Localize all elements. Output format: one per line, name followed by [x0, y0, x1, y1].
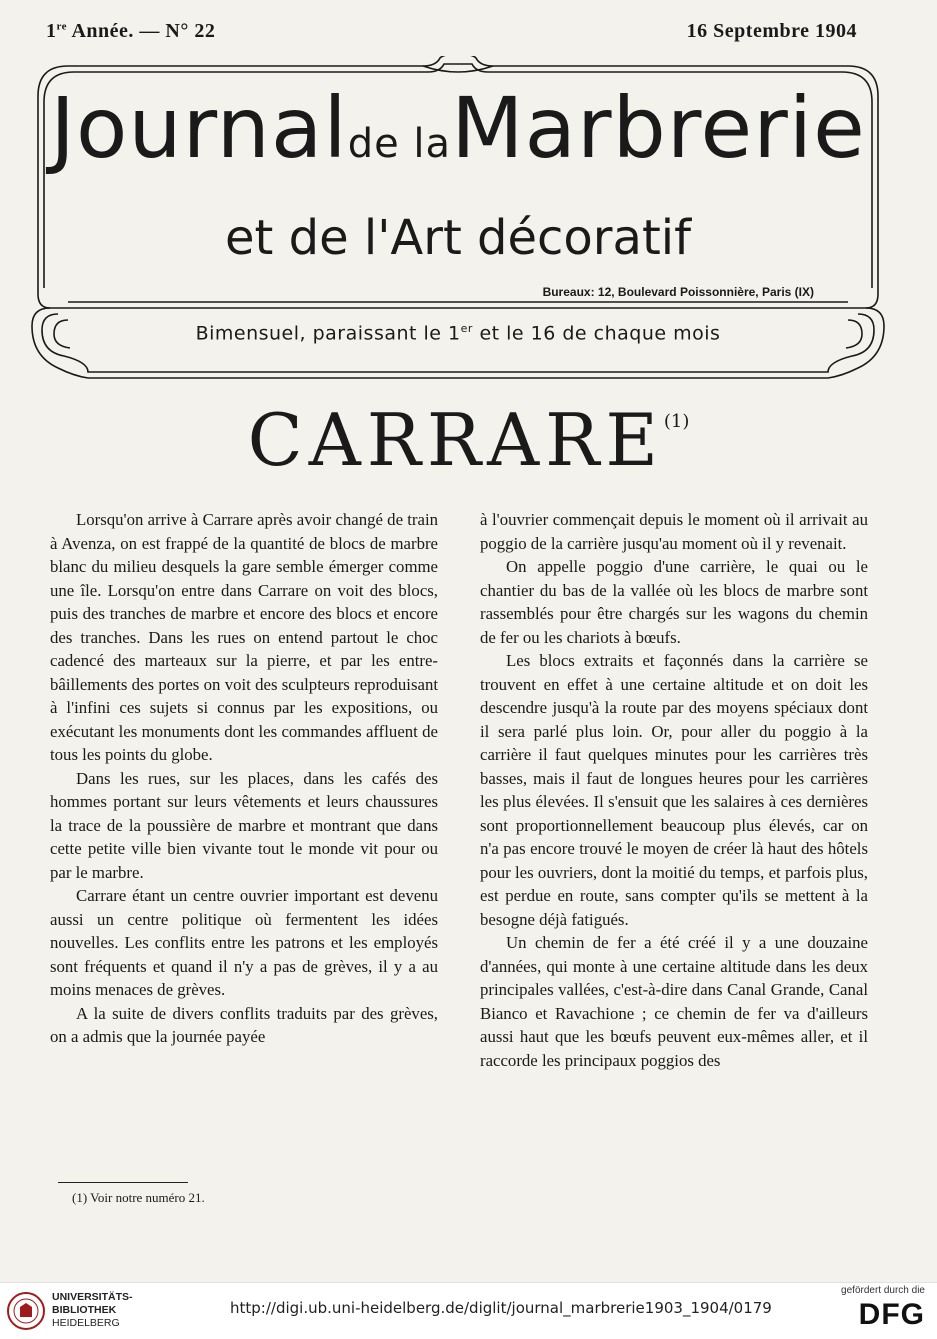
masthead — [28, 56, 888, 384]
office-address: Bureaux: 12, Boulevard Poissonnière, Paris (IX) — [542, 285, 814, 299]
paragraph: Les blocs extraits et façonnés dans la carrière se trouvent en effet à une certaine altitude et on doit les descendre jusqu'à la route par des moyens spéciaux dont il sera parlé plus loin. Or, pour aller du poggio à la carrière il faut quelques minutes pour les carrières très basses, mais il faut de longues heures pour les carrières les plus élevées. Il s'ensuit que les salaires à ces dernières sont proportionnellement beaucoup plus élevés, car on n'a pas encore trouvé le moyen de créer là haut des hôtels pour les ouvriers, dont la moitié du temps, et parfois plus, est perdue en route, sans compter qu'ils se mettent à la besogne déjà fatigués. — [480, 651, 868, 929]
footnote: (1) Voir notre numéro 21. — [72, 1190, 205, 1205]
footnote-ref: (1) — [663, 411, 690, 432]
paragraph: Dans les rues, sur les places, dans les cafés des hommes portant sur leurs vêtements et leurs chaussures la trace de la poussière de marbre et montrant que dans cette petite ville bien vivante tout le monde vit pour ou par le marbre. — [50, 768, 438, 882]
dfg-logo: DFG — [858, 1298, 925, 1331]
issue-number: 1re Année. — N° 22 — [46, 20, 216, 42]
journal-subtitle: et de l'Art décoratif — [224, 210, 691, 266]
funding-note: gefördert durch die — [841, 1285, 925, 1296]
journal-title: Journalde laMarbrerie — [50, 79, 866, 177]
permalink[interactable]: http://digi.ub.uni-heidelberg.de/diglit/journal_marbrerie1903_1904/0179 — [230, 1299, 772, 1317]
column-left — [50, 508, 438, 1049]
viewer-footer — [0, 1282, 937, 1339]
paragraph: Un chemin de fer a été créé il y a une douzaine d'années, qui monte à une certaine altitude dans les deux principales vallées, c'est-à-dire dans Canal Grande, Canal Bianco et Ravachione ; ce chemin de fer va d'ailleurs aussi haut que les bœufs peuvent eux-mêmes aller, et il raccorde les principaux poggios des — [480, 933, 868, 1070]
library-name: UNIVERSITÄTS- BIBLIOTHEK HEIDELBERG — [52, 1291, 133, 1329]
university-seal-icon — [6, 1291, 46, 1331]
footnote-divider — [58, 1182, 188, 1183]
publication-frequency: Bimensuel, paraissant le 1er et le 16 de chaque mois — [195, 322, 721, 345]
paragraph: A la suite de divers conflits traduits par des grèves, on a admis que la journée payée — [50, 1003, 438, 1046]
paragraph: Lorsqu'on arrive à Carrare après avoir changé de train à Avenza, on est frappé de la quantité de blocs de marbre blanc du milieu desquels la gare semble émerger comme une île. Lorsqu'on entre dans Carrare on voit des blocs, puis des tranches de marbre et encore des blocs et encore des tranches. Dans les rues on entend partout le choc cadencé des marteaux sur la pierre, et par les entre-bâillements des portes on voit des sculpteurs reproduisant à l'infini ces sujets si connus par les expositions, ou exécutant les monuments dont les commandes affluent de tous les points du globe. — [50, 510, 438, 764]
paragraph-continuation: à l'ouvrier commençait depuis le moment où il arrivait au poggio de la carrière jusqu'au moment où il y revenait. — [480, 510, 868, 553]
column-right — [480, 508, 868, 1072]
article-title: CARRARE$^{(1)}$ — [247, 398, 690, 482]
running-head — [46, 20, 857, 43]
paragraph: On appelle poggio d'une carrière, le quai ou le chantier du bas de la vallée où les blocs de marbre sont rassemblés pour être chargés sur les wagons du chemin de fer ou les chariots à bœufs. — [480, 557, 868, 647]
issue-date: 16 Septembre 1904 — [686, 20, 857, 42]
paragraph: Carrare étant un centre ouvrier important est devenu aussi un centre politique où fermentent les idées nouvelles. Les conflits entre les patrons et les employés sont fréquents et quand il n'y a pas de grèves, il y a au moins menaces de grèves. — [50, 886, 438, 999]
